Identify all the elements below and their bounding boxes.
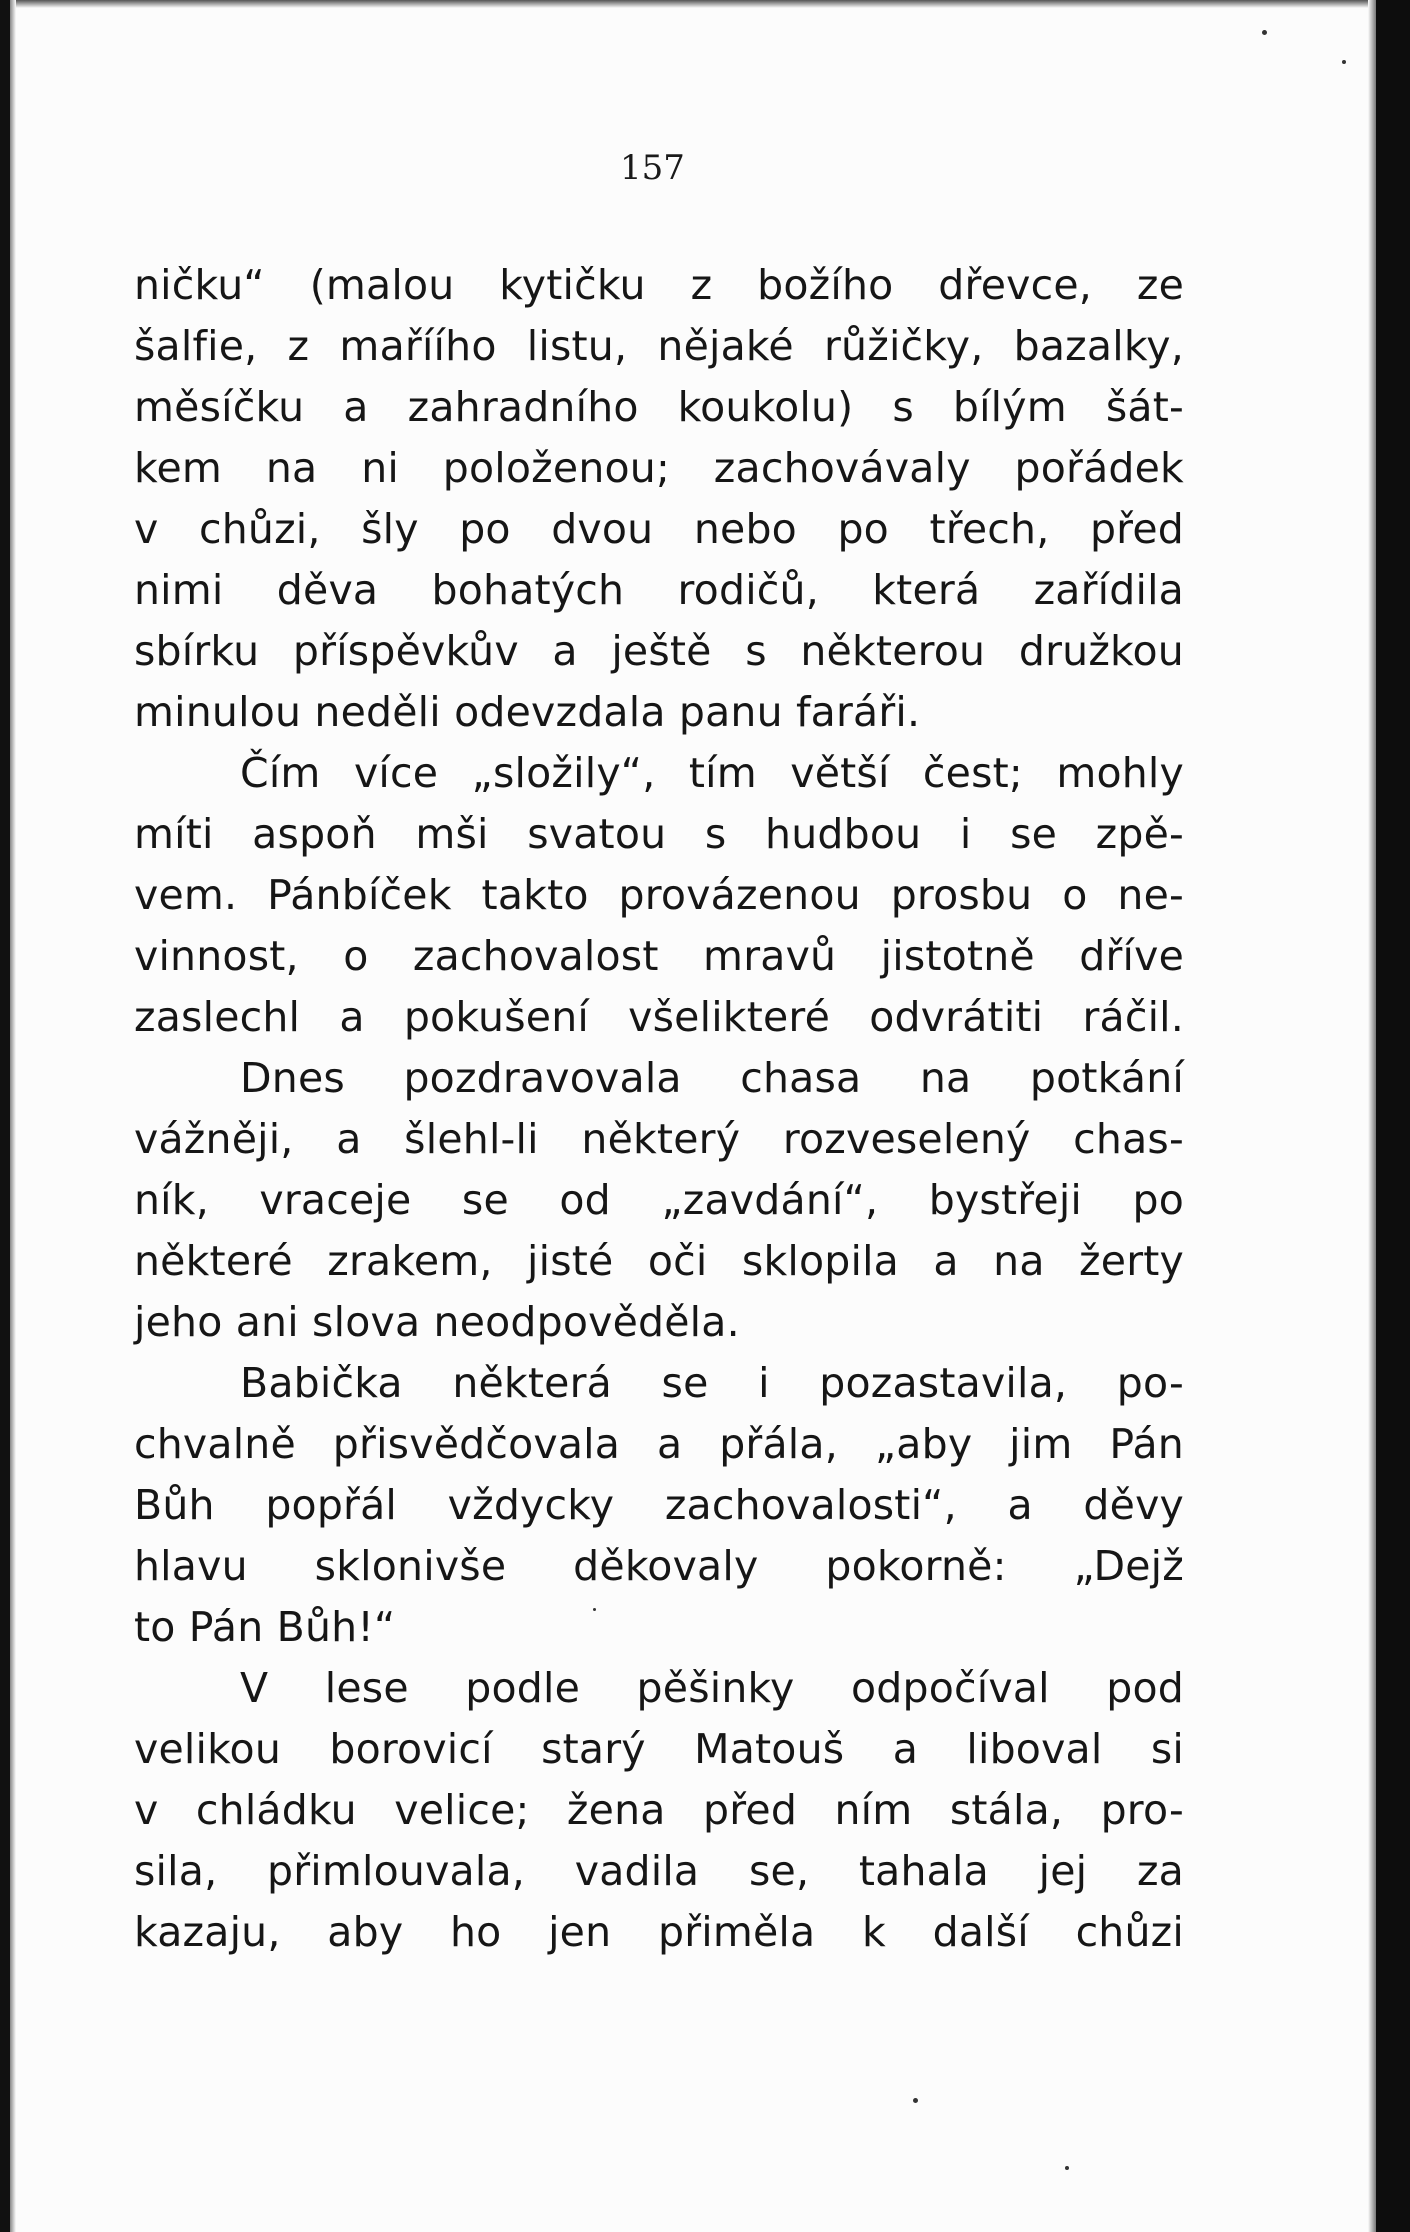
- text-line: Babička některá se i pozastavila, po-: [240, 1359, 1184, 1407]
- body-text: [134, 255, 1184, 1963]
- text-line: Dnes pozdravovala chasa na potkání: [240, 1054, 1184, 1102]
- text-line: V lese podle pěšinky odpočíval pod: [240, 1664, 1184, 1712]
- text-line: hlavu sklonivše děkovaly pokorně: „Dejž: [134, 1542, 1184, 1590]
- text-line: v chládku velice; žena před ním stála, pro-: [134, 1786, 1184, 1834]
- text-line: vinnost, o zachovalost mravů jistotně dříve: [134, 932, 1184, 980]
- text-line: Bůh popřál vždycky zachovalosti“, a děvy: [134, 1481, 1184, 1529]
- dust-speck: [1262, 30, 1267, 35]
- text-line: v chůzi, šly po dvou nebo po třech, před: [134, 505, 1184, 553]
- text-line: minulou neděli odevzdala panu faráři.: [134, 688, 921, 736]
- text-line: chvalně přisvědčovala a přála, „aby jim Pán: [134, 1420, 1184, 1468]
- text-line: ničku“ (malou kytičku z božího dřevce, ze: [134, 261, 1184, 309]
- text-line: jeho ani slova neodpověděla.: [134, 1298, 740, 1346]
- text-line: kem na ni položenou; zachovávaly pořádek: [134, 444, 1184, 492]
- scan-edge-top: [0, 0, 1410, 8]
- text-line: Čím více „složily“, tím větší čest; mohly: [240, 749, 1184, 797]
- page-number: 157: [620, 148, 685, 188]
- scan-edge-left: [0, 0, 10, 2232]
- text-line: ník, vraceje se od „zavdání“, bystřeji po: [134, 1176, 1184, 1224]
- text-line: kazaju, aby ho jen přiměla k další chůzi: [134, 1908, 1184, 1956]
- scan-edge-left-shadow: [10, 0, 16, 2232]
- dust-speck: [1065, 2166, 1069, 2170]
- text-line: to Pán Bůh!“: [134, 1603, 396, 1651]
- text-line: nimi děva bohatých rodičů, která zařídila: [134, 566, 1184, 614]
- text-line: měsíčku a zahradního koukolu) s bílým šát-: [134, 383, 1184, 431]
- text-line: velikou borovicí starý Matouš a liboval si: [134, 1725, 1184, 1773]
- text-line: šalfie, z maříího listu, nějaké růžičky, bazalky,: [134, 322, 1184, 370]
- text-line: vem. Pánbíček takto provázenou prosbu o ne-: [134, 871, 1184, 919]
- text-line: sbírku příspěvkův a ještě s některou družkou: [134, 627, 1184, 675]
- text-line: sila, přimlouvala, vadila se, tahala jej za: [134, 1847, 1184, 1895]
- text-line: míti aspoň mši svatou s hudbou i se zpě-: [134, 810, 1184, 858]
- scan-edge-right-shadow: [1368, 0, 1376, 2232]
- text-line: některé zrakem, jisté oči sklopila a na žerty: [134, 1237, 1184, 1285]
- dust-speck: [1342, 60, 1346, 64]
- text-line: vážněji, a šlehl-li některý rozveselený chas-: [134, 1115, 1184, 1163]
- scan-edge-right: [1376, 0, 1410, 2232]
- text-line: zaslechl a pokušení všelikteré odvrátiti ráčil.: [134, 993, 1184, 1041]
- dust-speck: [913, 2098, 918, 2103]
